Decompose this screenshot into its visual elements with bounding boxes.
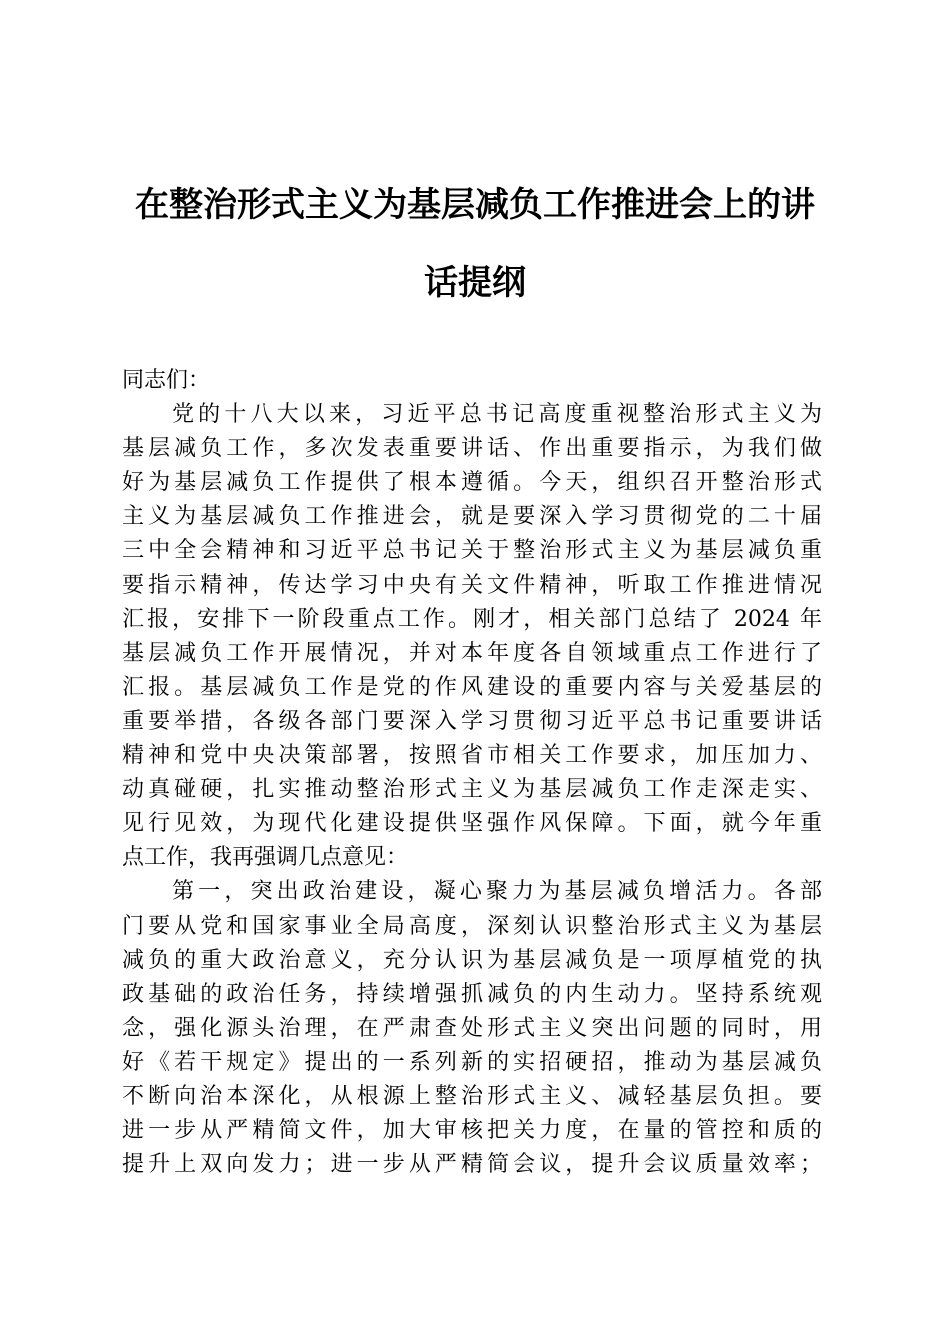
paragraph-line: 精神和党中央决策部署，按照省市相关工作要求，加压加力、	[122, 743, 822, 769]
paragraph-line: 基层减负工作，多次发表重要讲话、作出重要指示，为我们做	[122, 436, 822, 462]
title-line-2: 话提纲	[424, 263, 526, 303]
paragraph-line: 党的十八大以来，习近平总书记高度重视整治形式主义为	[172, 402, 822, 428]
paragraph-line: 要指示精神，传达学习中央有关文件精神，听取工作推进情况	[122, 572, 822, 598]
paragraph-line: 点工作，我再强调几点意见：	[122, 845, 409, 871]
paragraph-line: 第一，突出政治建设，凝心聚力为基层减负增活力。各部	[172, 879, 822, 905]
title-line-1: 在整治形式主义为基层减负工作推进会上的讲	[135, 185, 815, 225]
paragraph-line: 政基础的政治任务，持续增强抓减负的内生动力。坚持系统观	[122, 981, 822, 1007]
paragraph-line: 动真碰硬，扎实推动整治形式主义为基层减负工作走深走实、	[122, 777, 822, 803]
paragraph-line: 基层减负工作开展情况，并对本年度各自领域重点工作进行了	[122, 640, 822, 666]
paragraph-line: 不断向治本深化，从根源上整治形式主义、减轻基层负担。要	[122, 1083, 822, 1109]
paragraph-line: 门要从党和国家事业全局高度，深刻认识整治形式主义为基层	[122, 913, 822, 939]
paragraph-line: 提升上双向发力；进一步从严精简会议，提升会议质量效率；	[122, 1152, 822, 1178]
paragraph-line: 好《若干规定》提出的一系列新的实招硬招，推动为基层减负	[122, 1049, 822, 1075]
paragraph-line: 三中全会精神和习近平总书记关于整治形式主义为基层减负重	[122, 538, 822, 564]
paragraph-line: 好为基层减负工作提供了根本遵循。今天，组织召开整治形式	[122, 470, 822, 496]
salutation: 同志们：	[122, 368, 211, 393]
paragraph-line: 进一步从严精简文件，加大审核把关力度，在量的管控和质的	[122, 1118, 822, 1144]
document-body	[122, 364, 822, 1182]
paragraph-line: 重要举措，各级各部门要深入学习贯彻习近平总书记重要讲话	[122, 708, 822, 734]
paragraph-line: 见行见效，为现代化建设提供坚强作风保障。下面，就今年重	[122, 811, 822, 837]
paragraph-line: 汇报，安排下一阶段重点工作。刚才，相关部门总结了 2024 年	[122, 606, 822, 632]
paragraph-line: 念，强化源头治理，在严肃查处形式主义突出问题的同时，用	[122, 1015, 822, 1041]
document-title	[110, 166, 840, 322]
paragraph-line: 汇报。基层减负工作是党的作风建设的重要内容与关爱基层的	[122, 674, 822, 700]
paragraph-line: 主义为基层减负工作推进会，就是要深入学习贯彻党的二十届	[122, 504, 822, 530]
paragraph-line: 减负的重大政治意义，充分认识为基层减负是一项厚植党的执	[122, 947, 822, 973]
